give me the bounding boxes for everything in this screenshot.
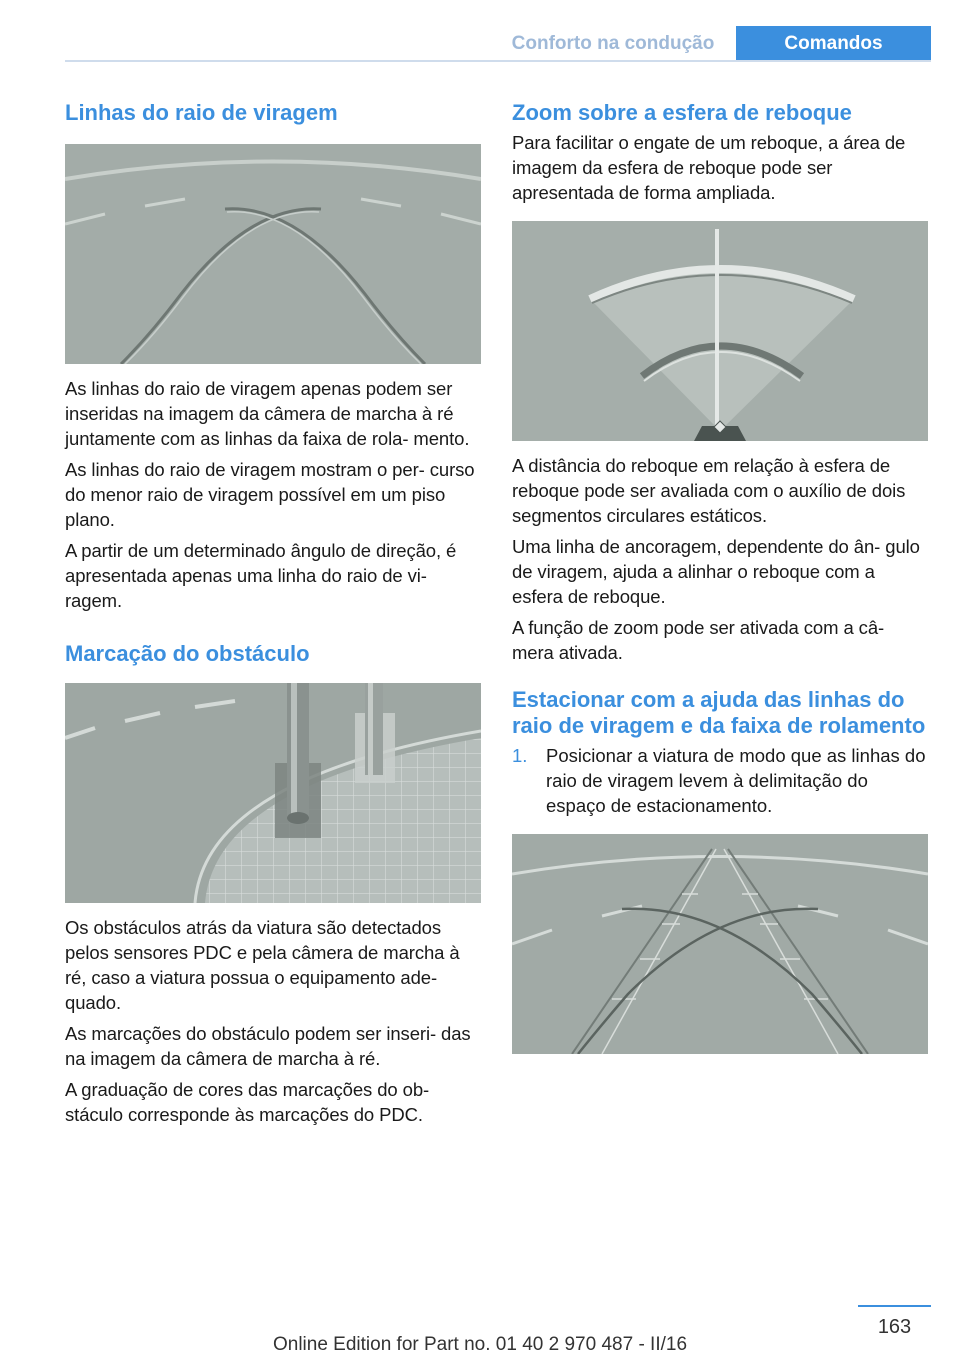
footer-divider — [858, 1305, 931, 1307]
paragraph: Uma linha de ancoragem, dependente do ân‐ gulo de viragem, ajuda a alinhar o reboque com a esfera de reboque. — [512, 536, 920, 607]
paragraph: A distância do reboque em relação à esfera de reboque pode ser avaliada com o auxílio de dois segmentos circulares estáticos. — [512, 455, 906, 526]
heading-turning-radius-lines: Linhas do raio de viragem — [65, 100, 338, 125]
heading-parking-with-lines: Estacionar com a ajuda das linhas do raio de viragem e da faixa de rolamento — [512, 687, 926, 738]
paragraph: As marcações do obstáculo podem ser inseri‐ das na imagem da câmera de marcha à ré. — [65, 1023, 471, 1069]
paragraph: As linhas do raio de viragem mostram o per‐ curso do menor raio de viragem possível em um piso plano. — [65, 459, 475, 530]
obstacle-marking-image — [65, 683, 481, 903]
tow-ball-zoom-image — [512, 221, 928, 441]
page-number: 163 — [877, 1316, 912, 1338]
paragraph: As linhas do raio de viragem apenas podem ser inseridas na imagem da câmera de marcha à ré juntamente com as linhas da faixa de rola‐ mento. — [65, 378, 470, 449]
right-column — [512, 100, 928, 1054]
paragraph: A partir de um determinado ângulo de direção, é apresentada apenas uma linha do raio de vi‐ ragem. — [65, 540, 457, 611]
heading-obstacle-marking: Marcação do obstáculo — [65, 641, 310, 666]
list-item — [512, 743, 928, 818]
header-divider — [65, 60, 931, 62]
heading-tow-ball-zoom: Zoom sobre a esfera de reboque — [512, 100, 852, 125]
parking-lines-image — [512, 834, 928, 1054]
footer-edition: Online Edition for Part no. 01 40 2 970 487 - II/16 — [272, 1334, 688, 1355]
paragraph: Para facilitar o engate de um reboque, a área de imagem da esfera de reboque pode ser apresentada de forma ampliada. — [512, 132, 906, 203]
paragraph: A função de zoom pode ser ativada com a câ‐ mera ativada. — [512, 617, 885, 663]
paragraph: A graduação de cores das marcações do ob‐ stáculo corresponde às marcações do PDC. — [65, 1079, 430, 1125]
paragraph: Os obstáculos atrás da viatura são detectados pelos sensores PDC e pela câmera de marcha à ré, caso a viatura possua o equipamento ade‐ quado. — [65, 917, 460, 1013]
header-chapter-tab: Comandos — [736, 26, 931, 62]
header-section-title: Conforto na condução — [511, 33, 715, 54]
turning-radius-lines-image — [65, 144, 481, 364]
left-column — [65, 100, 481, 1127]
step-text: Posicionar a viatura de modo que as linhas do raio de viragem levem à delimitação do espaço de estacionamento. — [546, 745, 926, 816]
step-number: 1. — [512, 745, 528, 766]
